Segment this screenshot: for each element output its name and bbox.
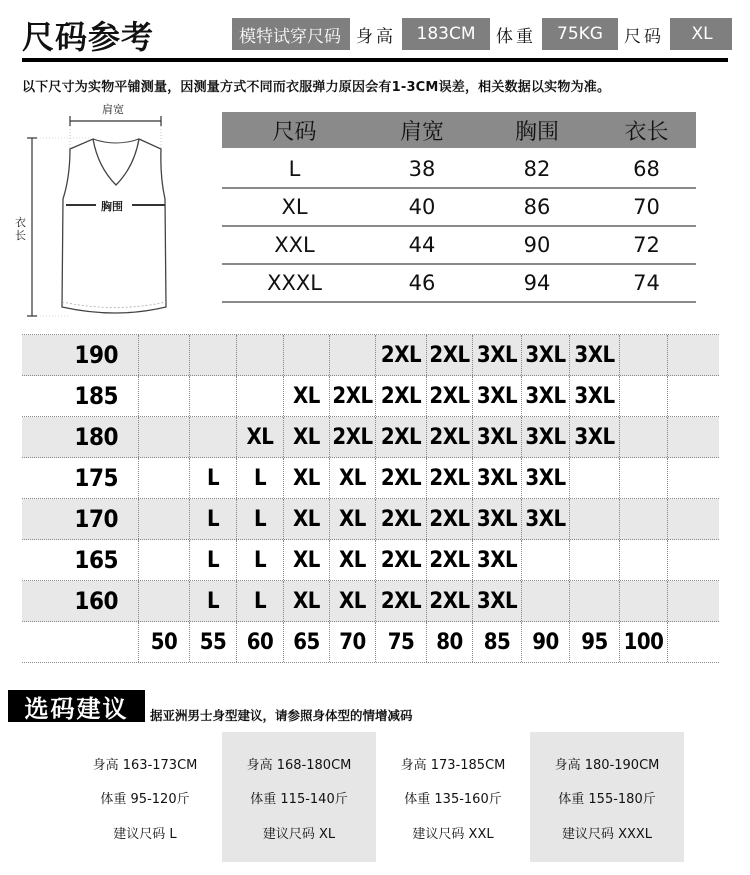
grid-size-cell: 2XL	[375, 417, 426, 457]
shoulder-cell: 44	[408, 233, 436, 257]
table-row	[222, 151, 696, 189]
grid-weight-axis	[22, 622, 719, 663]
table-row	[222, 189, 696, 227]
grid-size-cell: XL	[283, 540, 329, 580]
grid-height-label: 185	[74, 382, 118, 410]
grid-size-cell: 3XL	[569, 335, 619, 375]
grid-row-height-170	[22, 499, 719, 540]
grid-size-cell	[667, 540, 719, 580]
grid-height-label: 165	[74, 546, 118, 574]
model-size-label: 尺码	[618, 18, 670, 50]
grid-size-cell: XL	[329, 540, 375, 580]
length-cell: 68	[633, 157, 660, 181]
header-length: 衣长	[624, 119, 669, 145]
size-suggestion-note: 据亚洲男士身型建议，请参照身体型的情增减码	[150, 708, 413, 723]
grid-size-cell	[667, 458, 719, 498]
measurement-table-header	[222, 112, 696, 151]
grid-size-cell: 3XL	[521, 458, 569, 498]
shoulder-width-label: 肩宽	[102, 103, 124, 116]
garment-diagram	[0, 97, 220, 325]
suggestion-height: 身高 168-180CM	[246, 757, 352, 773]
grid-size-cell	[569, 499, 619, 539]
suggestion-height: 身高 180-190CM	[554, 757, 660, 773]
model-weight-value: 75KG	[557, 24, 603, 44]
suggestion-card	[530, 732, 684, 862]
grid-size-cell	[619, 540, 667, 580]
grid-size-cell	[138, 581, 189, 621]
grid-size-cell	[329, 335, 375, 375]
grid-weight-label: 75	[375, 622, 426, 662]
grid-size-cell	[236, 335, 283, 375]
grid-row-height-165	[22, 540, 719, 581]
page-title: 尺码参考	[22, 18, 155, 56]
length-label-1: 衣	[15, 216, 26, 229]
header-divider	[22, 58, 728, 62]
suggestion-cards	[68, 732, 684, 862]
grid-size-cell: XL	[329, 458, 375, 498]
size-suggestion-title: 选码建议	[8, 690, 145, 722]
grid-size-cell: 2XL	[426, 376, 472, 416]
grid-size-cell	[521, 581, 569, 621]
grid-size-cell	[236, 376, 283, 416]
size-cell: L	[288, 157, 301, 181]
grid-size-cell: L	[189, 540, 236, 580]
grid-weight-label: 65	[283, 622, 329, 662]
grid-size-cell: 2XL	[375, 335, 426, 375]
grid-size-cell: 2XL	[375, 458, 426, 498]
grid-row-height-180	[22, 417, 719, 458]
suggestion-weight: 体重 135-160斤	[404, 792, 502, 808]
grid-size-cell: XL	[283, 376, 329, 416]
grid-size-cell: 2XL	[375, 581, 426, 621]
grid-row-height-190	[22, 335, 719, 376]
measurement-note: 以下尺寸为实物平铺测量，因测量方式不同而衣服弹力原因会有1-3CM误差，相关数据以实物为准。	[22, 80, 611, 95]
suggestion-size: 建议尺码 XL	[262, 827, 336, 843]
size-cell: XL	[281, 195, 308, 219]
grid-weight-label: 50	[138, 622, 189, 662]
grid-size-cell: 2XL	[426, 335, 472, 375]
grid-size-cell: 2XL	[375, 540, 426, 580]
grid-size-cell: 2XL	[329, 417, 375, 457]
grid-size-cell	[569, 540, 619, 580]
grid-size-cell	[619, 581, 667, 621]
shoulder-cell: 40	[408, 195, 436, 219]
chest-cell: 82	[523, 157, 551, 181]
grid-weight-label: 55	[189, 622, 236, 662]
grid-row-height-175	[22, 458, 719, 499]
grid-size-cell	[569, 581, 619, 621]
grid-size-cell	[138, 540, 189, 580]
chest-label: 胸围	[101, 200, 123, 213]
suggestion-weight: 体重 155-180斤	[558, 792, 656, 808]
shoulder-cell: 38	[408, 157, 436, 181]
suggestion-size: 建议尺码 XXL	[412, 827, 494, 843]
grid-weight-label: 95	[569, 622, 619, 662]
chest-cell: 86	[523, 195, 551, 219]
grid-size-cell: 3XL	[472, 499, 521, 539]
grid-height-label: 170	[74, 505, 118, 533]
grid-size-cell	[667, 499, 719, 539]
grid-weight-label: 80	[426, 622, 472, 662]
grid-size-cell: XL	[283, 458, 329, 498]
grid-weight-label	[667, 622, 719, 662]
grid-size-cell	[667, 581, 719, 621]
size-grid	[22, 334, 719, 663]
model-height-label: 身高	[350, 18, 402, 50]
grid-size-cell: XL	[329, 499, 375, 539]
grid-size-cell: 3XL	[472, 417, 521, 457]
suggestion-height: 身高 173-185CM	[400, 757, 506, 773]
grid-row-height-160	[22, 581, 719, 622]
shoulder-cell: 46	[408, 271, 436, 295]
grid-height-label: 180	[74, 423, 118, 451]
grid-size-cell	[283, 335, 329, 375]
model-height-value: 183CM	[416, 24, 476, 44]
grid-size-cell	[667, 417, 719, 457]
grid-size-cell	[521, 540, 569, 580]
grid-size-cell	[138, 417, 189, 457]
grid-axis-corner	[22, 622, 138, 662]
header-chest: 胸围	[514, 119, 559, 145]
grid-size-cell: 3XL	[472, 458, 521, 498]
grid-size-cell	[569, 458, 619, 498]
measurement-table	[222, 112, 696, 303]
grid-size-cell: L	[189, 499, 236, 539]
model-weight-label: 体重	[490, 18, 542, 50]
model-size-value: XL	[691, 24, 713, 44]
grid-weight-label: 90	[521, 622, 569, 662]
grid-height-label: 175	[74, 464, 118, 492]
grid-size-cell: 3XL	[521, 335, 569, 375]
grid-weight-label: 100	[619, 622, 667, 662]
length-cell: 70	[633, 195, 660, 219]
grid-size-cell	[667, 335, 719, 375]
grid-size-cell: 3XL	[569, 417, 619, 457]
grid-size-cell	[138, 458, 189, 498]
grid-size-cell: 3XL	[472, 376, 521, 416]
grid-size-cell	[189, 417, 236, 457]
grid-size-cell: 3XL	[569, 376, 619, 416]
grid-weight-label: 85	[472, 622, 521, 662]
size-cell: XXL	[274, 233, 315, 257]
grid-size-cell: XL	[329, 581, 375, 621]
model-fit-bar	[232, 18, 732, 50]
grid-size-cell	[667, 376, 719, 416]
length-label-2: 长	[15, 229, 26, 242]
grid-size-cell: 2XL	[426, 540, 472, 580]
grid-weight-label: 60	[236, 622, 283, 662]
grid-height-label: 160	[74, 587, 118, 615]
grid-size-cell: 2XL	[329, 376, 375, 416]
suggestion-weight: 体重 115-140斤	[250, 792, 348, 808]
suggestion-size: 建议尺码 XXXL	[561, 827, 653, 843]
grid-size-cell	[138, 376, 189, 416]
grid-size-cell: XL	[236, 417, 283, 457]
suggestion-card	[376, 732, 530, 862]
grid-size-cell: 2XL	[426, 458, 472, 498]
table-row	[222, 265, 696, 303]
grid-size-cell	[619, 499, 667, 539]
grid-size-cell: L	[189, 581, 236, 621]
grid-size-cell: 3XL	[521, 499, 569, 539]
grid-size-cell: 2XL	[375, 499, 426, 539]
grid-size-cell	[189, 376, 236, 416]
grid-size-cell	[138, 499, 189, 539]
suggestion-card	[222, 732, 376, 862]
chest-cell: 94	[523, 271, 551, 295]
grid-size-cell: L	[236, 499, 283, 539]
grid-size-cell: 3XL	[521, 417, 569, 457]
grid-size-cell	[189, 335, 236, 375]
header-shoulder: 肩宽	[399, 119, 444, 145]
grid-size-cell: 3XL	[472, 581, 521, 621]
grid-size-cell: 2XL	[375, 376, 426, 416]
grid-weight-label: 70	[329, 622, 375, 662]
grid-size-cell: L	[236, 581, 283, 621]
grid-size-cell	[138, 335, 189, 375]
grid-size-cell: XL	[283, 417, 329, 457]
grid-size-cell: L	[236, 458, 283, 498]
grid-size-cell: 3XL	[521, 376, 569, 416]
grid-size-cell: L	[236, 540, 283, 580]
grid-row-height-185	[22, 376, 719, 417]
suggestion-card	[68, 732, 222, 862]
grid-size-cell: 2XL	[426, 417, 472, 457]
suggestion-size: 建议尺码 L	[113, 827, 177, 843]
grid-size-cell: XL	[283, 581, 329, 621]
grid-height-label: 190	[74, 341, 118, 369]
model-fit-title: 模特试穿尺码	[239, 26, 341, 47]
grid-size-cell: 2XL	[426, 499, 472, 539]
length-cell: 74	[633, 271, 660, 295]
grid-size-cell: 3XL	[472, 540, 521, 580]
grid-size-cell	[619, 458, 667, 498]
length-cell: 72	[633, 233, 660, 257]
chest-cell: 90	[523, 233, 551, 257]
grid-size-cell	[619, 376, 667, 416]
grid-size-cell: 3XL	[472, 335, 521, 375]
size-cell: XXXL	[267, 271, 322, 295]
grid-size-cell	[619, 417, 667, 457]
table-row	[222, 227, 696, 265]
suggestion-weight: 体重 95-120斤	[100, 792, 190, 808]
grid-size-cell: XL	[283, 499, 329, 539]
grid-size-cell: L	[189, 458, 236, 498]
suggestion-height: 身高 163-173CM	[92, 757, 198, 773]
header-size: 尺码	[272, 119, 317, 145]
grid-size-cell	[619, 335, 667, 375]
grid-size-cell: 2XL	[426, 581, 472, 621]
